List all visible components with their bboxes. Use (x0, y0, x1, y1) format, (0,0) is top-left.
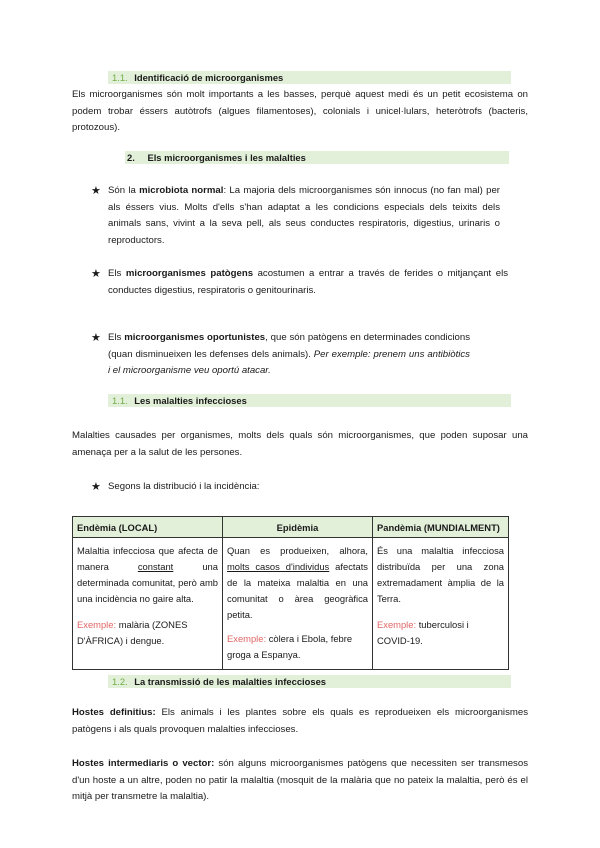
endemia-description: Malaltia infecciosa que afecta de manera constant una determinada comunitat, però amb una incidència no gaire alta. (77, 545, 218, 604)
bullet-bold-term: microorganismes patògens (125, 268, 254, 279)
section-heading-malalties (125, 151, 509, 164)
header-pandemia: Pandèmia (MUNDIALMENT) (373, 517, 509, 538)
term-text: Els animals i les plantes sobre els quals es reprodueixen els microorganismes patògens i als quals provoquen malalties infeccioses. (72, 707, 528, 735)
bullet-microbiota-normal (91, 183, 500, 249)
section-number: 1.1. (112, 395, 128, 406)
section-title: Identificació de microorganismes (134, 72, 284, 83)
bullet-text: , que són patògens en determinades condicions (quan disminueixen les defenses dels animals). (108, 332, 470, 360)
table-row (73, 538, 509, 670)
cell-endemia (73, 538, 223, 670)
cell-pandemia (373, 538, 509, 670)
bullet-text: Segons la distribució i la incidència: (108, 481, 260, 492)
star-bullet-icon: ★ (91, 268, 101, 280)
star-bullet-icon: ★ (91, 481, 101, 493)
intro-paragraph: Els microorganismes són molt importants a les basses, perquè aquest medi és un petit ecosistema on podem trobar éssers autòtrofs (algues filamentoses), colonials i unicel·lulars, heteròtrofs (bacteris, protozous). (72, 89, 528, 133)
endemia-example: Exemple: malària (ZONES D'ÀFRICA) i dengue. (77, 619, 188, 646)
bullet-patogens (91, 266, 509, 299)
pandemia-example: Exemple: tuberculosi i COVID-19. (377, 619, 469, 646)
bullet-bold-term: microorganismes oportunistes (124, 332, 266, 343)
bullet-text: acostumen a entrar a través de ferides o mitjançant els conductes digestius, respiratoris o genitourinaris. (108, 268, 509, 296)
bullet-text-pre: Són la (108, 185, 140, 196)
section-title: Els microorganismes i les malalties (147, 152, 306, 163)
definition-paragraph: Malalties causades per organismes, molts dels quals són microorganismes, que poden suposar una amenaça per a la salut de les persones. (72, 430, 528, 458)
section-number: 1.2. (112, 676, 128, 687)
bullet-oportunistes (91, 330, 470, 380)
bullet-example-italic: Per exemple: prenem uns antibiòtics i el microorganisme veu oportú atacar. (108, 348, 470, 376)
section-heading-transmissio (108, 675, 511, 688)
epidemia-description: Quan es produeixen, alhora, molts casos d'individus afectats de la mateixa malaltia en una comunitat o àrea geogràfica petita. (227, 545, 368, 620)
pandemia-description: És una malaltia infecciosa distribuïda per una zona extremadament àmplia de la Terra. (377, 545, 504, 604)
star-bullet-icon: ★ (91, 332, 101, 344)
bullet-distribucio (91, 479, 488, 496)
section-title: Les malalties infeccioses (134, 395, 247, 406)
section-heading-infeccioses (108, 394, 511, 407)
header-epidemia: Epidèmia (223, 517, 373, 538)
hostes-definitius-paragraph (72, 705, 528, 738)
star-bullet-icon: ★ (91, 185, 101, 197)
epidemia-example: Exemple: còlera i Ebola, febre groga a Espanya. (227, 633, 353, 660)
header-endemia: Endèmia (LOCAL) (73, 517, 223, 538)
term-bold: Hostes definitius: (72, 707, 156, 718)
section-number: 1.1. (112, 72, 128, 83)
cell-epidemia (223, 538, 373, 670)
hostes-intermediaris-paragraph (72, 756, 528, 806)
bullet-text: : La majoria dels microorganismes són innocus (no fan mal) per als éssers vius. Molts d'ells s'han adaptat a les condicions especials dels teixits dels animals sans, vivint a la seva pell, als seus conductes respiratoris, digestius, urinaris o reproductors. (108, 185, 500, 246)
disease-distribution-table (72, 516, 509, 670)
section-number: 2. (127, 152, 135, 163)
section-title: La transmissió de les malalties infeccioses (134, 676, 327, 687)
table-header-row (73, 517, 509, 538)
bullet-text-pre: Els (108, 332, 125, 343)
term-bold: Hostes intermediaris o vector: (72, 758, 215, 769)
term-text: són alguns microorganismes patògens que necessiten ser transmesos d'un hoste a un altre, poden no patir la malaltia (mosquit de la malària que no pateix la malaltia, però és el mitjà per transmetre la malaltia). (72, 758, 528, 802)
section-heading-identificacio (108, 71, 511, 84)
bullet-text-pre: Els (108, 268, 126, 279)
bullet-bold-term: microbiota normal (139, 185, 224, 196)
